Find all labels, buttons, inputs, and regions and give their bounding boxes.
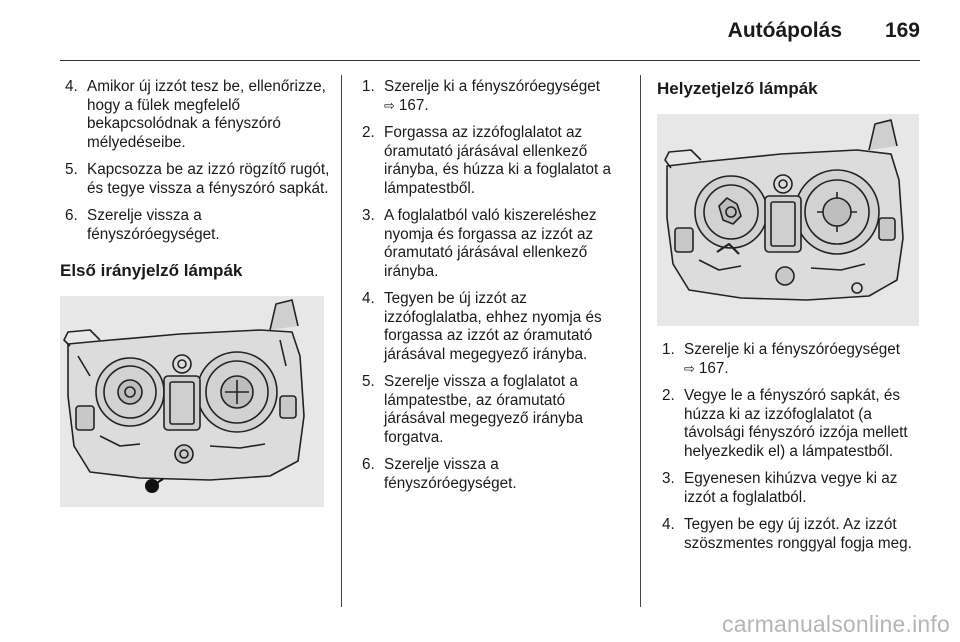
step-text: Amikor új izzót tesz be, ellenőrizze, hogy a fülek megfelelő bekapcsolódnak a fényszóró mélyedéseibe. xyxy=(87,78,326,151)
step-number: 6. xyxy=(362,456,375,473)
list-item xyxy=(657,341,925,378)
step-number: 3. xyxy=(662,470,675,487)
step-number: 4. xyxy=(65,78,78,95)
turn-signal-lamp-illustration xyxy=(60,296,324,507)
step-text: Egyenesen kihúzva vegye ki az izzót a foglalatból. xyxy=(684,470,898,506)
step-text: Szerelje vissza a foglalatot a lámpatestbe, az óramutató járásával megegyező irányba forgatva. xyxy=(384,373,583,446)
step-text: Szerelje vissza a fényszóróegységet. xyxy=(87,207,220,243)
list-item xyxy=(657,516,925,553)
section-title-turn-signal: Első irányjelző lámpák xyxy=(60,261,243,280)
step-number: 5. xyxy=(65,161,78,178)
list-item xyxy=(357,456,627,493)
list-item xyxy=(357,207,627,281)
list-item xyxy=(357,78,627,115)
step-number: 4. xyxy=(662,516,675,533)
step-text: Tegyen be új izzót az izzófoglalatba, ehhez nyomja és forgassa az izzót az óramutató járásával megegyező irányba. xyxy=(384,290,602,363)
page-reference[interactable]: 167. xyxy=(698,359,729,377)
watermark: carmanualsonline.info xyxy=(722,611,950,637)
steps-list-col3 xyxy=(657,341,925,553)
page-reference[interactable]: 167. xyxy=(398,96,429,114)
headlamp-drawing xyxy=(60,296,324,507)
step-text: A foglalatból való kiszereléshez nyomja és forgassa az izzót az óramutató járásával ellenkező irányba. xyxy=(384,207,597,280)
column-1 xyxy=(60,78,330,507)
column-divider-left xyxy=(341,75,342,607)
list-item xyxy=(657,470,925,507)
step-number: 4. xyxy=(362,290,375,307)
step-text: Forgassa az izzófoglalatot az óramutató járásával ellenkező irányba, és húzza ki a foglalatot a lámpatestből. xyxy=(384,124,612,197)
step-number: 1. xyxy=(662,341,675,358)
page-header xyxy=(0,0,960,62)
chapter-title: Autóápolás xyxy=(727,19,842,42)
step-text: Tegyen be egy új izzót. Az izzót szöszmentes ronggyal fogja meg. xyxy=(684,516,912,552)
step-number: 6. xyxy=(65,207,78,224)
list-item xyxy=(60,207,330,244)
step-number: 5. xyxy=(362,373,375,390)
list-item xyxy=(357,373,627,447)
list-item xyxy=(357,124,627,198)
page-reference-arrow-icon: ⇨ xyxy=(684,360,695,376)
steps-list-col2 xyxy=(357,78,627,493)
column-divider-right xyxy=(640,75,641,607)
step-text: Szerelje ki a fényszóróegységet xyxy=(384,78,600,95)
list-item xyxy=(60,78,330,152)
section-title-position-lamps: Helyzetjelző lámpák xyxy=(657,79,818,98)
list-item xyxy=(357,290,627,364)
page-reference-arrow-icon: ⇨ xyxy=(384,97,395,113)
list-item xyxy=(657,387,925,461)
step-number: 1. xyxy=(362,78,375,95)
step-text: Szerelje ki a fényszóróegységet xyxy=(684,341,900,358)
steps-list-col1 xyxy=(60,78,330,244)
page-number: 169 xyxy=(884,19,920,42)
step-number: 2. xyxy=(362,124,375,141)
step-text: Vegye le a fényszóró sapkát, és húzza ki az izzófoglalatot (a távolsági fényszóró izzója mellett helyezkedik el) a lámpatestből. xyxy=(684,387,908,460)
step-text: Kapcsozza be az izzó rögzítő rugót, és tegye vissza a fényszóró sapkát. xyxy=(87,161,330,197)
column-3 xyxy=(657,78,925,562)
header-rule xyxy=(60,60,920,61)
position-lamp-illustration xyxy=(657,114,919,326)
step-number: 2. xyxy=(662,387,675,404)
headlamp-drawing xyxy=(657,114,919,326)
column-2 xyxy=(357,78,627,502)
step-text: Szerelje vissza a fényszóróegységet. xyxy=(384,456,517,492)
list-item xyxy=(60,161,330,198)
step-number: 3. xyxy=(362,207,375,224)
